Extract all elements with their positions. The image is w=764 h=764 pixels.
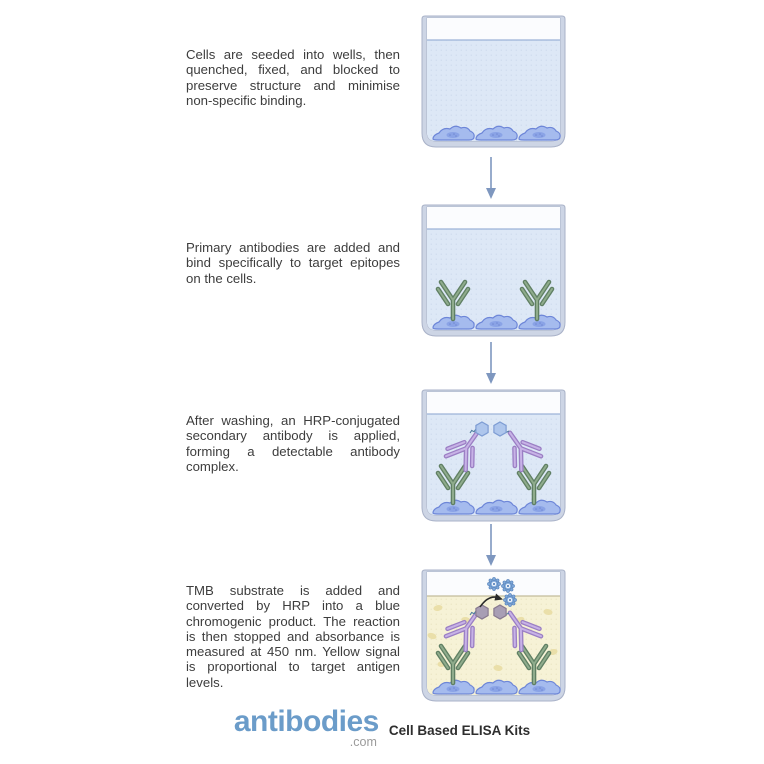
product-label: Cell Based ELISA Kits: [388, 723, 531, 738]
step-3-description: After washing, an HRP-conjugated secondary antibody is applied, forming a detectable antibody complex.: [186, 413, 400, 474]
brand-wordmark: antibodies: [233, 705, 379, 738]
hrp-enzyme-icon: [476, 605, 488, 619]
step-1-description: Cells are seeded into wells, then quenched, fixed, and blocked to preserve structure and minimise non-specific binding.: [186, 47, 400, 108]
step-2-description: Primary antibodies are added and bind specifically to target epitopes on the cells.: [186, 240, 400, 286]
hrp-enzyme-icon: [494, 605, 506, 619]
flow-arrow-icon: [482, 156, 500, 200]
antibodies-logo: [234, 707, 379, 749]
well-step-3-illustration: [420, 388, 567, 523]
hrp-enzyme-icon: [494, 422, 506, 436]
footer: [0, 707, 764, 749]
step-4-description: TMB substrate is added and converted by HRP into a blue chromogenic product. The reaction is then stopped and absorbance is measured at 450 nm. Yellow signal is proportional to target antigen levels.: [186, 583, 400, 690]
brand-domain-suffix: .com: [349, 735, 377, 749]
well-step-4-illustration: [420, 568, 567, 703]
well-step-1-illustration: [420, 14, 567, 149]
well-step-2-illustration: [420, 203, 567, 338]
hrp-enzyme-icon: [476, 422, 488, 436]
flow-arrow-icon: [482, 341, 500, 385]
flow-arrow-icon: [482, 523, 500, 567]
